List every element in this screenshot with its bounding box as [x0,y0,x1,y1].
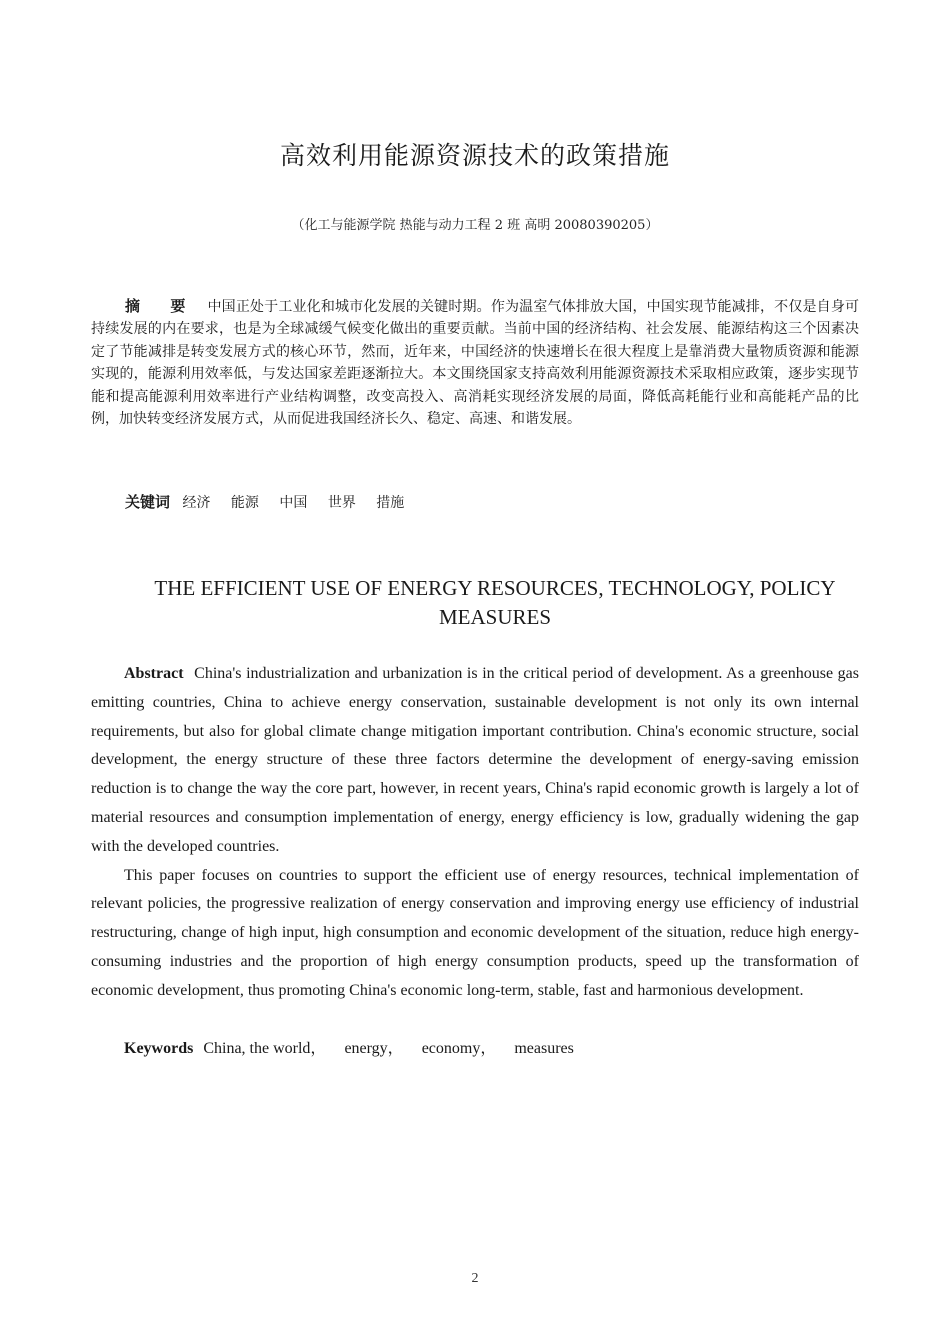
chinese-keyword: 能源 [230,495,259,511]
chinese-abstract-text: 中国正处于工业化和城市化发展的关键时期。作为温室气体排放大国，中国实现节能减排，不仅是自身可持续发展的内在要求，也是为全球减缓气候变化做出的重要贡献。当前中国的经济结构、社会发展、能源结构这三个因素决定了节能减排是转变发展方式的核心环节，然而，近年来，中国经济的快速增长在很大程度上是靠消费大量物质资源和能源实现的，能源利用效率低，与发达国家差距逐渐拉大。本文围绕国家支持高效利用能源资源技术采取相应政策，逐步实现节能和提高能源利用效率进行产业结构调整，改变高投入、高消耗实现经济发展的局面，降低高耗能行业和高能耗产品的比例，加快转变经济发展方式，从而促进我国经济长久、稳定、高速、和谐发展。 [91,299,859,428]
english-abstract-label: Abstract [124,665,184,682]
chinese-keywords-label: 关键词 [125,493,171,511]
chinese-keyword: 经济 [182,495,211,511]
chinese-keyword: 世界 [327,495,356,511]
chinese-keyword: 措施 [376,495,405,511]
english-keywords-label: Keywords [124,1040,194,1057]
english-keyword: China, the world， [203,1040,327,1057]
chinese-abstract-label [125,297,186,315]
chinese-abstract-indent [91,299,125,315]
abstract-label-char-2: 要 [170,297,186,315]
english-title: THE EFFICIENT USE OF ENERGY RESOURCES, TECHNOLOGY, POLICY MEASURES [154,576,836,629]
english-keyword: measures [514,1040,574,1057]
english-abstract-paragraph-2: This paper focuses on countries to support the efficient use of energy resources, technical implementation of relevant policies, the progressive realization of energy conservation and improving energy use efficiency of industrial restructuring, change of high input, high consumption and economic development of the situation, reduce high energy-consuming industries and the proportion of high energy consumption products, speed up the transformation of economic development, thus promoting China's economic long-term, stable, fast and harmonious development. [91,866,859,999]
english-keywords [124,1035,588,1058]
english-keyword: energy， [344,1040,404,1057]
abstract-label-char-1: 摘 [125,297,141,315]
page-number: 2 [471,1271,479,1286]
chinese-keyword: 中国 [279,495,308,511]
chinese-title: 高效利用能源资源技术的政策措施 [279,141,670,170]
english-abstract-paragraph-1 [91,660,859,862]
english-abstract-text-1: China's industrialization and urbanization is in the critical period of development. As a greenhouse gas emitting countries, China to achieve energy conservation, sustainable development is not only its own internal requirements, but also for global climate change mitigation important contribution. China's economic structure, social development, the energy structure of these three factors determine the development of energy-saving emission reduction is to change the way the core part, however, in recent years, China's rapid economic growth is largely a lot of material resources and consumption implementation of energy, energy efficiency is low, gradually widening the gap with the developed countries. [91,665,860,855]
english-abstract [91,660,859,1006]
chinese-abstract [91,295,859,430]
chinese-keywords [125,491,420,512]
author-affiliation: （化工与能源学院 热能与动力工程 2 班 高明 20080390205） [291,218,659,233]
english-keyword: economy， [421,1040,497,1057]
